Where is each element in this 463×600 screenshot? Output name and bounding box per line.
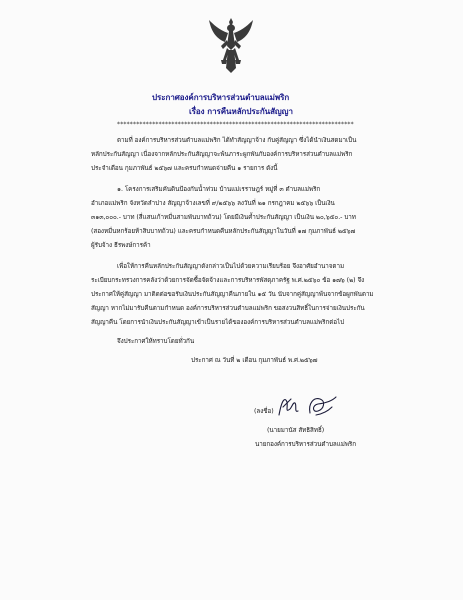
text-line: ประกาศให้คู่สัญญา มาติดต่อขอรับเงินประกันสัญญาคืนภายใน ๑๕ วัน นับจากคู่สัญญาพ้นจากข้อผูกพันตาม [91, 291, 374, 298]
text-line: หลักประกันสัญญา เนื่องจากหลักประกันสัญญาจะพ้นภาระผูกพันกับองค์การบริหารส่วนตำบลแม่พริก [91, 151, 353, 158]
signer-name: (นายมานัส สัทธิสิทธิ์) [267, 427, 325, 434]
subject-line: เรื่อง การคืนหลักประกันสัญญา [189, 107, 293, 116]
text-line: ๑. โครงการเสริมคันดินป้องกันน้ำท่วม บ้านแม่เรราษฎร์ หมู่ที่ ๓ ตำบลแม่พริก [117, 186, 321, 193]
text-line: ผู้รับจ้าง ธีรพงษ์การค้า [91, 242, 151, 249]
text-line: (สองหมื่นหกร้อยห้าสิบบาทถ้วน) และครบกำหนดคืนหลักประกันสัญญาในวันที่ ๑๗ กุมภาพันธ์ ๒๕๖๗ [91, 228, 356, 235]
text-line: สัญญาคืน โดยการนำเงินประกันสัญญาเข้าเป็นรายได้ขององค์การบริหารส่วนตำบลแม่พริกต่อไป [91, 319, 345, 326]
text-line: ประจำเดือน กุมภาพันธ์ ๒๕๖๗ และครบกำหนดจ่ายคืน ๑ รายการ ดังนี้ [91, 165, 278, 172]
text-line: สัญญา หากไม่มารับคืนตามกำหนด องค์การบริหารส่วนตำบลแม่พริก ขอสงวนสิทธิ์ในการจ่ายเงินประกัน [91, 305, 365, 312]
handwritten-signature-icon [276, 393, 340, 421]
signer-position: นายกองค์การบริหารส่วนตำบลแม่พริก [255, 441, 357, 448]
text-line: ระเบียบกระทรวงการคลังว่าด้วยการจัดซื้อจัดจ้างและการบริหารพัสดุภาครัฐ พ.ศ.๒๕๖๐ ข้อ ๑๗๖ (๒) จึง [91, 277, 365, 284]
divider: ************************************************************************** [117, 121, 354, 128]
sign-label: (ลงชื่อ) [254, 408, 274, 415]
text-line: อำเภอแม่พริก จังหวัดลำปาง สัญญาจ้างเลขที่ ๙/๒๕๖๖ ลงวันที่ ๒๑ กรกฎาคม ๒๕๖๖ เป็นเงิน [91, 200, 335, 207]
notice-line: จึงประกาศให้ทราบโดยทั่วกัน [117, 338, 195, 345]
page-title: ประกาศองค์การบริหารส่วนตำบลแม่พริก [152, 93, 290, 102]
garuda-emblem-icon [207, 16, 255, 76]
text-line: ตามที่ องค์การบริหารส่วนตำบลแม่พริก ได้ทำสัญญาจ้าง กับคู่สัญญา ซึ่งได้นำเงินสดมาเป็น [117, 137, 357, 144]
text-line: เพื่อให้การคืนหลักประกันสัญญาดังกล่าวเป็นไปด้วยความเรียบร้อย จึงอาศัยอำนาจตาม [117, 263, 345, 270]
text-line: ๓๑๓,๐๐๐.- บาท (สี่แสนเก้าหมื่นสามพันบาทถ้วน) โดยมีเงินค้ำประกันสัญญา เป็นเงิน ๒๐,๖๕๐.- บาท [91, 214, 356, 221]
date-line: ประกาศ ณ วันที่ ๒ เดือน กุมภาพันธ์ พ.ศ.๒๕๖๗ [191, 357, 318, 364]
